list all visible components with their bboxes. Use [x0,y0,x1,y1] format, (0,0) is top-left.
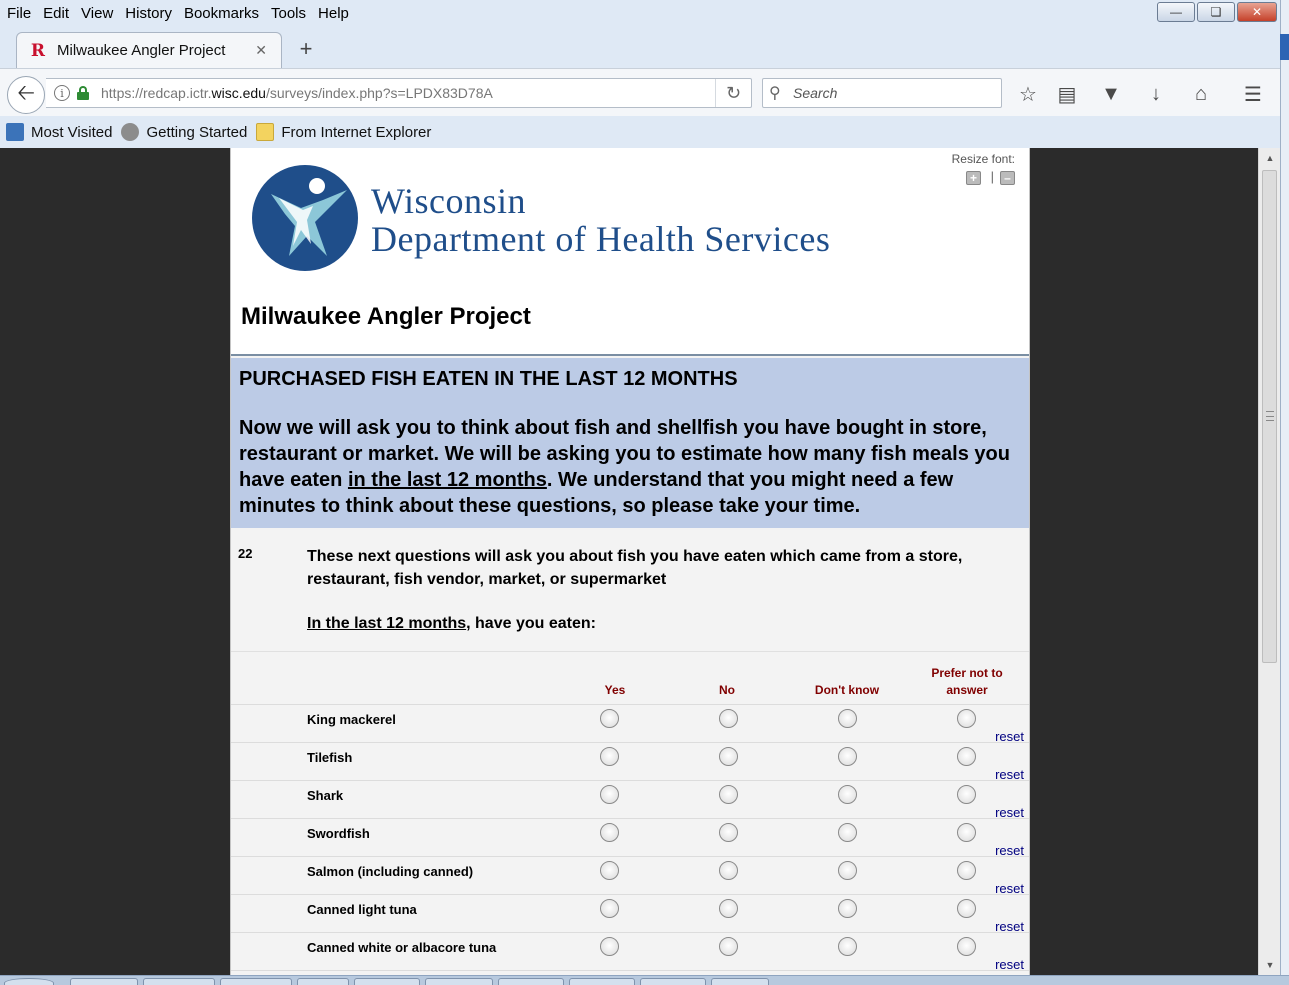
decrease-font-icon[interactable]: – [1000,171,1015,185]
question-subtext-rest: , have you eaten: [466,615,596,632]
bookmark-label: From Internet Explorer [281,123,432,141]
navigation-bar [0,68,1280,116]
bookmark-from-ie[interactable] [256,123,431,141]
row-label: Canned white or albacore tuna [307,940,497,955]
column-yes: Yes [604,683,626,697]
tab-title: Milwaukee Angler Project [57,42,226,59]
section-header [231,358,1029,528]
page-header [231,148,1029,356]
radio-no[interactable] [719,747,738,766]
minimize-icon[interactable]: — [1157,2,1195,22]
radio-yes[interactable] [600,709,619,728]
window-edge-accent [1280,34,1289,60]
url-bar[interactable] [46,78,752,108]
radio-yes[interactable] [600,937,619,956]
font-separator: | [990,169,994,184]
bookmarks-toolbar [0,116,1280,148]
bookmark-label: Getting Started [146,123,248,141]
window-controls [1155,2,1277,22]
radio-prefer-not[interactable] [957,785,976,804]
most-visited-icon [6,123,24,141]
menu-bar [0,0,1280,26]
table-row [231,933,1029,971]
close-tab-icon[interactable]: ✕ [255,42,267,58]
section-intro [239,415,1021,519]
lock-icon[interactable] [77,86,89,100]
search-icon: ⚲ [769,85,781,102]
bookmark-star-icon[interactable]: ☆ [1019,83,1037,106]
taskbar-app[interactable] [711,978,769,985]
window-edge [1280,0,1289,985]
menu-help[interactable]: Help [318,4,349,22]
radio-no[interactable] [719,785,738,804]
increase-font-icon[interactable]: + [966,171,981,185]
dhs-logo-icon [251,164,359,272]
back-arrow-icon[interactable]: 🡠 [7,76,45,114]
radio-yes[interactable] [600,861,619,880]
bookmark-label: Most Visited [31,123,113,141]
url-suffix: /surveys/index.php?s=LPDX83D78A [265,85,493,101]
radio-dont-know[interactable] [838,937,857,956]
matrix-rows [231,705,1029,971]
radio-yes[interactable] [600,785,619,804]
redcap-favicon-icon: R [30,40,46,61]
row-label: King mackerel [307,712,396,727]
row-label: Shark [307,788,344,803]
intro-text: . We understand that you might need a few minutes to think about these questions, so please take your time. [239,469,954,517]
radio-yes[interactable] [600,899,619,918]
org-name-line1: Wisconsin [371,181,527,221]
row-label: Swordfish [307,826,370,841]
url-prefix: https://redcap.ictr. [101,85,212,101]
radio-no[interactable] [719,899,738,918]
reload-icon[interactable]: ↻ [715,79,751,107]
radio-prefer-not[interactable] [957,747,976,766]
pocket-icon[interactable]: ▼ [1101,82,1121,105]
row-label: Tilefish [307,750,353,765]
search-input[interactable] [762,78,1002,108]
search-placeholder: Search [793,85,838,101]
table-row [231,743,1029,781]
menu-history[interactable]: History [125,4,172,22]
menu-bookmarks[interactable]: Bookmarks [183,4,259,22]
grip-icon [1266,411,1274,421]
menu-file[interactable]: File [7,4,32,22]
question-block [231,528,1029,652]
question-emphasis: In the last 12 months [307,615,467,632]
taskbar-app[interactable] [143,978,215,985]
radio-no[interactable] [719,861,738,880]
tab-strip [0,26,1280,68]
menu-view[interactable]: View [81,4,114,22]
question-text: These next questions will ask you about fish you have eaten which came from a store, restaurant, fish vendor, market, or supermarket [307,548,963,588]
home-icon[interactable]: ⌂ [1194,82,1208,105]
radio-no[interactable] [719,709,738,728]
column-dont-know: Don't know [814,683,880,697]
browser-chrome [0,0,1280,148]
reading-list-icon[interactable]: ▤ [1057,83,1077,106]
survey-page [230,148,1030,975]
reset-link[interactable]: reset [995,767,1024,782]
radio-dont-know[interactable] [838,785,857,804]
radio-dont-know[interactable] [838,709,857,728]
new-tab-icon[interactable]: + [299,36,313,61]
radio-prefer-not[interactable] [957,861,976,880]
column-no: No [719,683,735,697]
reset-link[interactable]: reset [995,881,1024,896]
reset-link[interactable]: reset [995,919,1024,934]
taskbar-app[interactable] [640,978,706,985]
intro-emphasis: in the last 12 months [347,469,547,491]
close-window-icon[interactable]: ✕ [1237,2,1277,22]
hamburger-menu-icon[interactable]: ☰ [1244,83,1262,106]
url-text[interactable] [101,85,715,101]
table-row [231,819,1029,857]
reset-link[interactable]: reset [995,843,1024,858]
radio-yes[interactable] [600,823,619,842]
os-taskbar [0,975,1289,985]
taskbar-app[interactable] [70,978,138,985]
menu-edit[interactable]: Edit [43,4,70,22]
reset-link[interactable]: reset [995,729,1024,744]
bookmark-most-visited[interactable] [6,123,112,141]
reset-link[interactable]: reset [995,957,1024,972]
radio-dont-know[interactable] [838,899,857,918]
column-prefer-not: Prefer not to answer [931,666,1003,697]
org-name-line2: Department of Health Services [371,219,831,259]
row-label: Salmon (including canned) [307,864,474,879]
question-number: 22 [238,546,253,561]
menu-tools[interactable]: Tools [270,4,307,22]
scroll-up-icon[interactable]: ▲ [1265,153,1275,163]
table-row [231,705,1029,743]
tab-active[interactable] [16,32,282,68]
start-button-icon[interactable] [4,978,54,985]
taskbar-app[interactable] [220,978,292,985]
bookmark-getting-started[interactable] [121,123,247,141]
radio-prefer-not[interactable] [957,823,976,842]
taskbar-app[interactable] [425,978,493,985]
table-row [231,895,1029,933]
radio-no[interactable] [719,823,738,842]
survey-title: Milwaukee Angler Project [241,303,531,330]
section-title: PURCHASED FISH EATEN IN THE LAST 12 MONTHS [239,368,738,390]
matrix-header [231,652,1029,705]
vertical-scrollbar[interactable] [1258,148,1280,975]
radio-no[interactable] [719,937,738,956]
radio-prefer-not[interactable] [957,899,976,918]
reset-link[interactable]: reset [995,805,1024,820]
row-label: Canned light tuna [307,902,417,917]
url-host: wisc.edu [211,85,266,101]
radio-prefer-not[interactable] [957,709,976,728]
radio-dont-know[interactable] [838,823,857,842]
taskbar-app[interactable] [569,978,635,985]
radio-dont-know[interactable] [838,861,857,880]
resize-font-label: Resize font: [951,152,1015,166]
taskbar-app[interactable] [354,978,420,985]
folder-icon [256,123,274,141]
radio-dont-know[interactable] [838,747,857,766]
downloads-icon[interactable]: ↓ [1151,82,1161,105]
radio-prefer-not[interactable] [957,937,976,956]
taskbar-app[interactable] [498,978,564,985]
restore-icon[interactable]: ❏ [1197,2,1235,22]
scroll-thumb[interactable] [1262,170,1277,663]
question-subtext [307,615,596,633]
table-row [231,781,1029,819]
scroll-down-icon[interactable]: ▼ [1265,960,1275,970]
taskbar-app[interactable] [297,978,349,985]
globe-icon [121,123,139,141]
intro-text: Now we will ask you to think about fish and shellfish you have bought in store, restaurant or market. We will be asking you to estimate how many fish meals you have eaten [239,417,1010,491]
radio-yes[interactable] [600,747,619,766]
info-icon[interactable]: i [54,85,70,101]
table-row [231,857,1029,895]
